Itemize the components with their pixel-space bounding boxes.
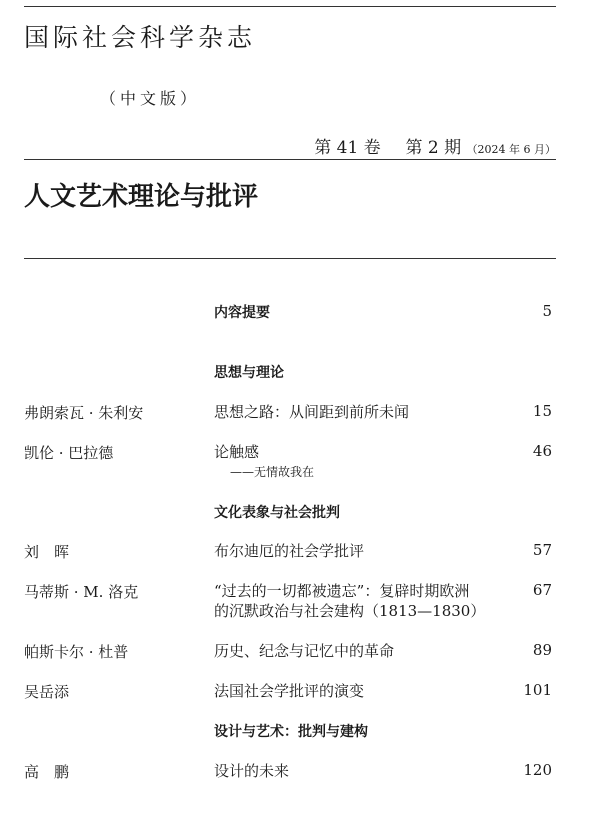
issue-date: （2024 年 6 月） xyxy=(466,143,556,156)
toc-author: 帕斯卡尔 · 杜普 xyxy=(24,643,129,661)
toc-page-number: 89 xyxy=(532,641,552,659)
toc-article-title[interactable]: 思想之路：从间距到前所未闻 xyxy=(214,403,410,421)
toc-article-title[interactable]: “过去的一切都被遗忘”：复辟时期欧洲 xyxy=(214,582,470,600)
edition-label: （中文版） xyxy=(100,89,201,108)
toc-summary-page: 5 xyxy=(542,302,552,320)
issue-label: 第 2 期 xyxy=(405,138,462,158)
issue-info xyxy=(314,133,556,158)
toc-page-number: 46 xyxy=(532,442,552,460)
toc-page-number: 57 xyxy=(532,541,552,559)
toc-article-title[interactable]: 历史、纪念与记忆中的革命 xyxy=(214,642,395,660)
toc-author: 马蒂斯 · M. 洛克 xyxy=(24,583,139,601)
toc-article-title[interactable]: 设计的未来 xyxy=(214,762,290,780)
top-rule xyxy=(24,6,556,7)
toc-article-title[interactable]: 论触感 xyxy=(214,443,260,461)
toc-author: 刘 晖 xyxy=(24,543,70,561)
toc-article-subtitle: ——无情故我在 xyxy=(230,465,315,479)
toc-article-title[interactable]: 法国社会学批评的演变 xyxy=(214,682,365,700)
toc-page-number: 101 xyxy=(523,681,552,699)
section-heading: 思想与理论 xyxy=(214,365,284,381)
toc-author: 弗朗索瓦 · 朱利安 xyxy=(24,404,144,422)
issue-rule xyxy=(24,159,556,160)
section-heading: 文化表象与社会批判 xyxy=(214,505,340,521)
volume-label: 第 41 卷 xyxy=(314,138,381,158)
toc-author: 吴岳添 xyxy=(24,683,70,701)
toc-summary-label[interactable]: 内容提要 xyxy=(214,305,270,321)
toc-author: 高 鹏 xyxy=(24,763,70,781)
journal-title: 国际社会科学杂志 xyxy=(24,23,257,52)
toc-page-number: 67 xyxy=(532,581,552,599)
toc-article-title-line2[interactable]: 的沉默政治与社会建构（1813—1830） xyxy=(214,602,486,620)
section-heading: 设计与艺术：批判与建构 xyxy=(214,724,368,740)
toc-page-number: 15 xyxy=(532,402,552,420)
toc-author: 凯伦 · 巴拉德 xyxy=(24,444,114,462)
toc-rule xyxy=(24,258,556,259)
toc-page-number: 120 xyxy=(523,761,552,779)
toc-article-title[interactable]: 布尔迪厄的社会学批评 xyxy=(214,542,365,560)
theme-title: 人文艺术理论与批评 xyxy=(24,182,259,212)
